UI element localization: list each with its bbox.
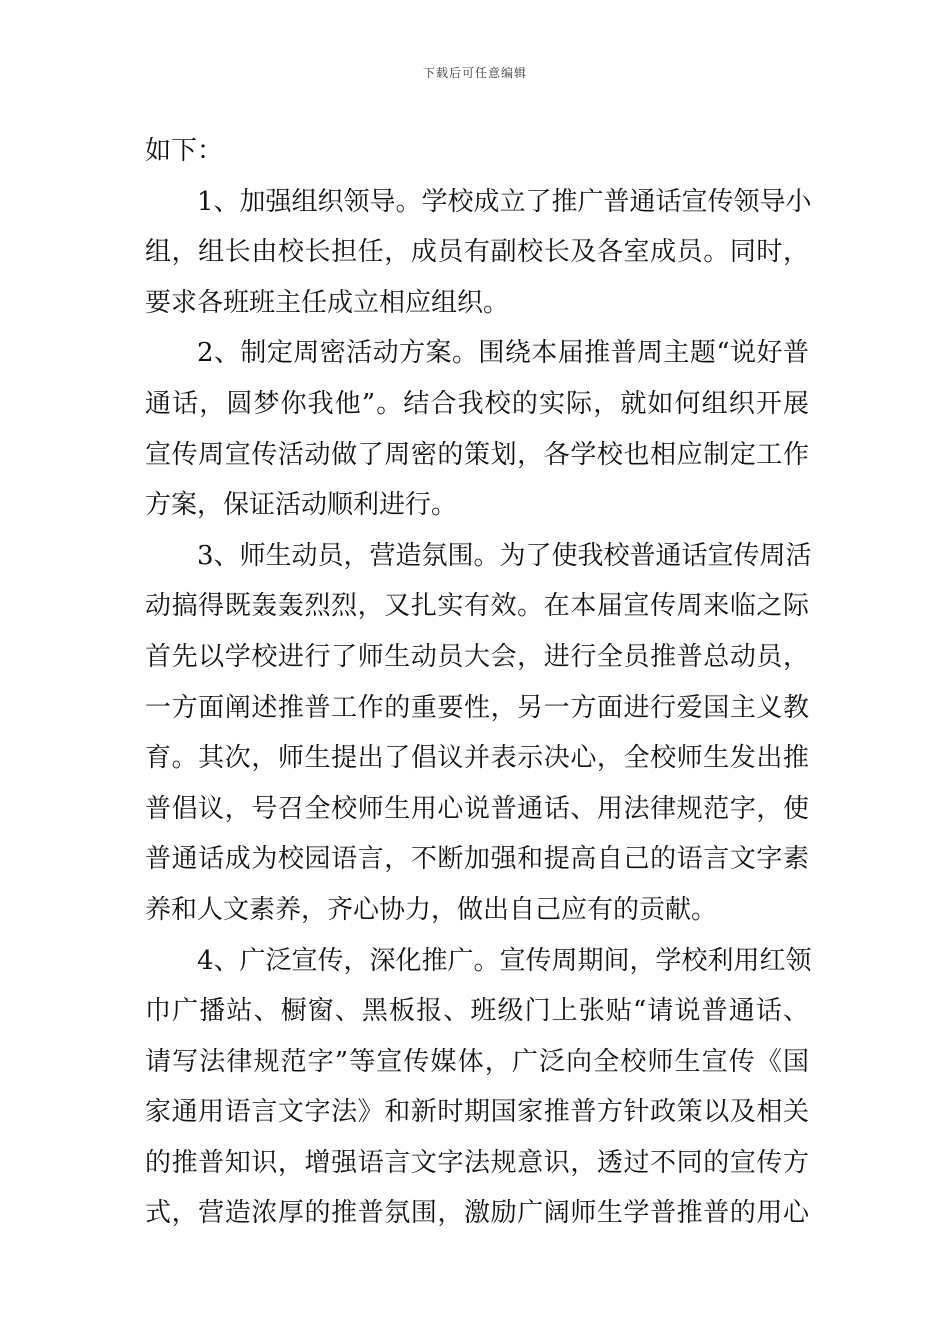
text-line: 方案，保证活动顺利进行。 xyxy=(145,490,458,521)
text-line: 请写法律规范字”等宣传媒体，广泛向全校师生宣传《国 xyxy=(145,1046,809,1077)
text-line: 动搞得既轰轰烈烈，又扎实有效。在本届宣传周来临之际 xyxy=(145,591,809,622)
text-line: 宣传周宣传活动做了周密的策划，各学校也相应制定工作 xyxy=(145,439,809,470)
text-line: 式，营造浓厚的推普氛围，激励广阔师生学普推普的用心 xyxy=(145,1198,809,1229)
text-line: 普倡议，号召全校师生用心说普通话、用法律规范字，使 xyxy=(145,793,809,824)
text-line: 2、制定周密活动方案。围绕本届推普周主题“说好普 xyxy=(197,338,809,369)
text-line: 4、广泛宣传，深化推广。宣传周期间，学校利用红领 xyxy=(197,945,812,976)
text-line: 1、加强组织领导。学校成立了推广普通话宣传领导小 xyxy=(197,186,812,217)
text-line: 育。其次，师生提出了倡议并表示决心，全校师生发出推 xyxy=(145,743,809,774)
text-line: 组，组长由校长担任，成员有副校长及各室成员。同时， xyxy=(145,237,809,268)
text-line: 一方面阐述推普工作的重要性，另一方面进行爱国主义教 xyxy=(145,692,809,723)
body-text xyxy=(145,126,812,1239)
text-line: 普通话成为校园语言，不断加强和提高自己的语言文字素 xyxy=(145,844,809,875)
text-line: 如下： xyxy=(145,136,224,166)
text-line: 首先以学校进行了师生动员大会，进行全员推普总动员， xyxy=(145,641,809,672)
text-line: 的推普知识，增强语言文字法规意识，透过不同的宣传方 xyxy=(145,1147,809,1178)
text-line: 家通用语言文字法》和新时期国家推普方针政策以及相关 xyxy=(145,1097,809,1128)
text-line: 3、师生动员，营造氛围。为了使我校普通话宣传周活 xyxy=(197,540,812,571)
text-line: 巾广播站、橱窗、黑板报、班级门上张贴“请说普通话、 xyxy=(145,996,809,1027)
text-line: 要求各班班主任成立相应组织。 xyxy=(145,287,510,318)
page-header: 下载后可任意编辑 xyxy=(422,66,527,80)
text-line: 养和人文素养，齐心协力，做出自己应有的贡献。 xyxy=(145,894,718,925)
text-line: 通话，圆梦你我他”。结合我校的实际，就如何组织开展 xyxy=(145,388,809,419)
